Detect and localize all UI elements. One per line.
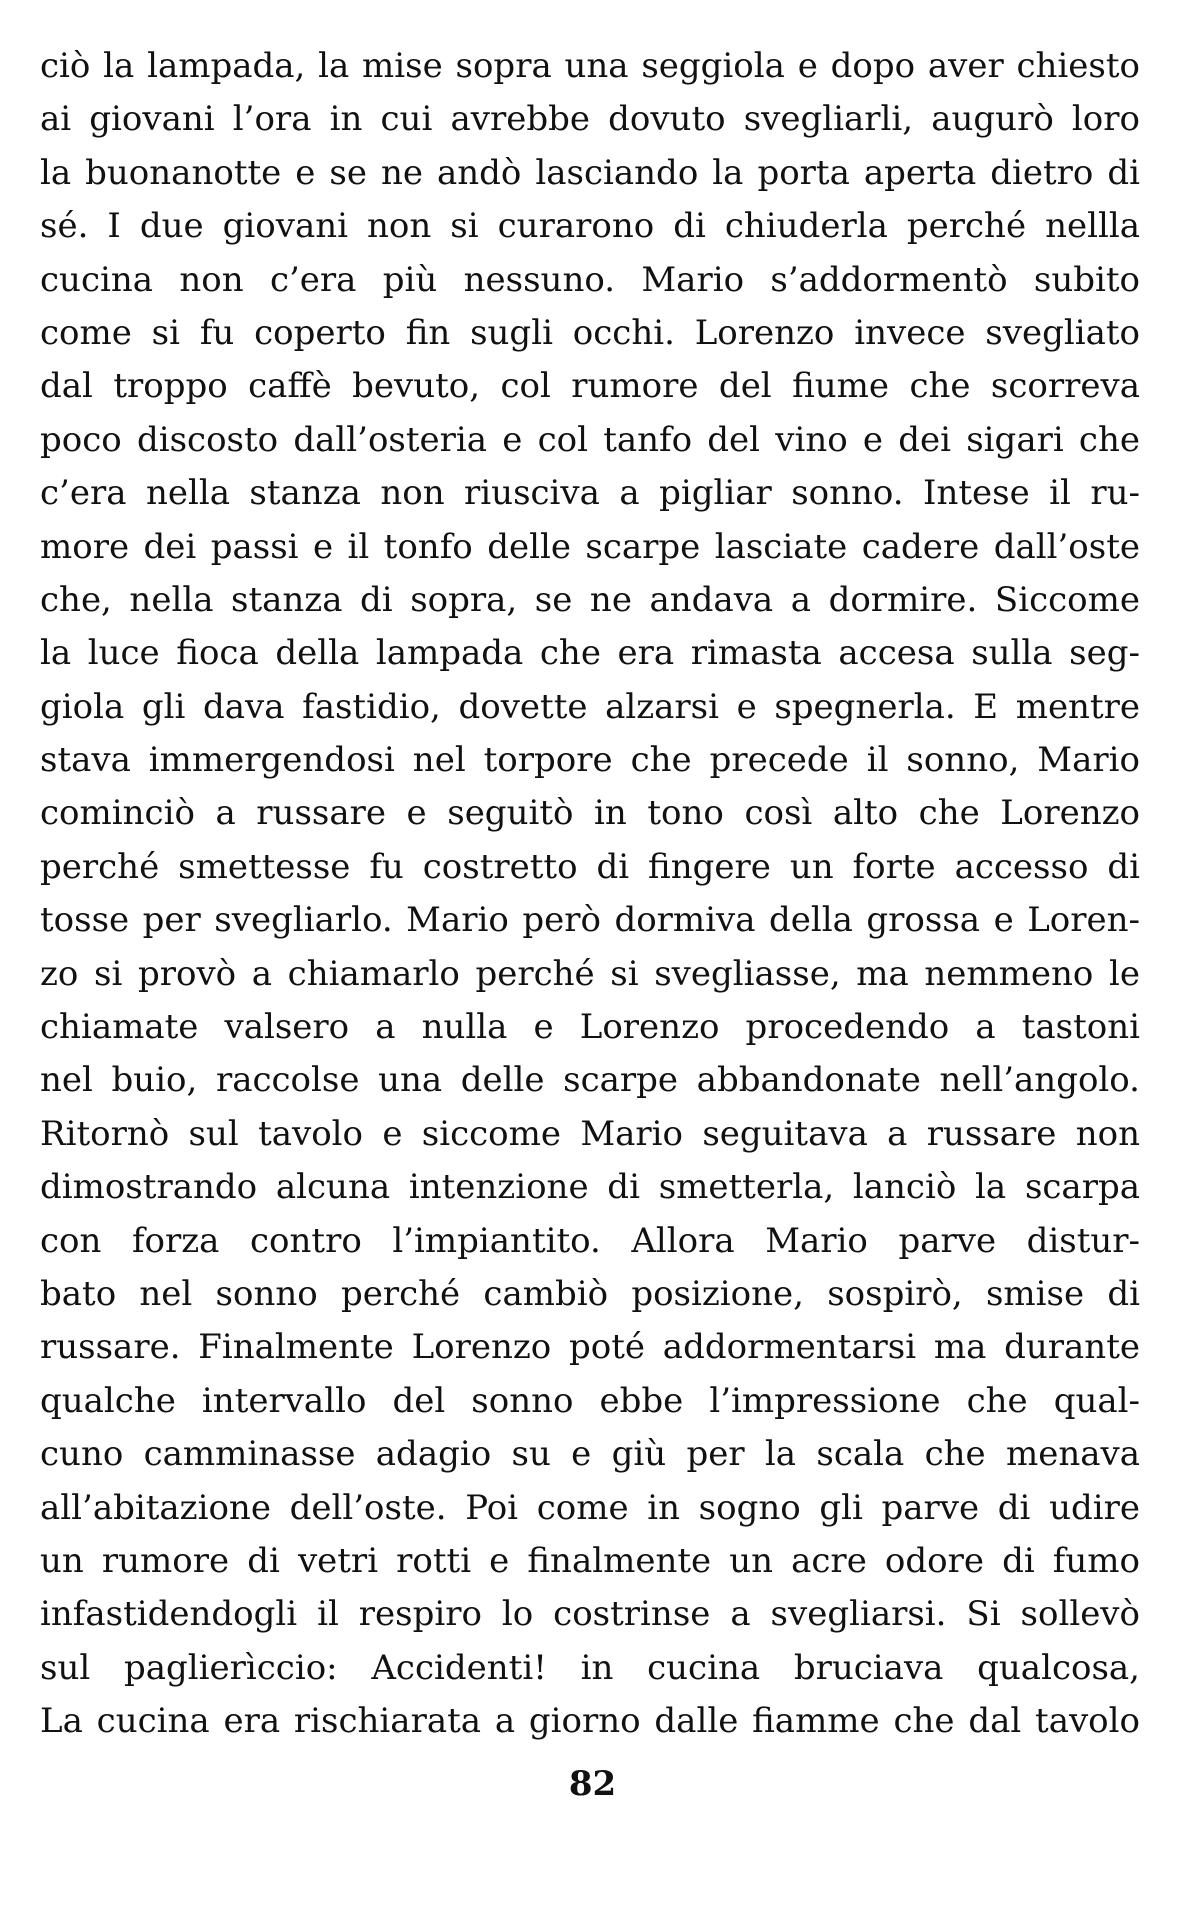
text-line: chiamate valsero a nulla e Lorenzo procedendo a tastoni	[40, 1007, 1140, 1048]
body-text	[40, 40, 1140, 1749]
text-line: sul paglierìccio: Accidenti! in cucina bruciava qualcosa,	[40, 1647, 1140, 1688]
text-line: cominciò a russare e seguitò in tono così alto che Lorenzo	[40, 793, 1140, 834]
text-line: La cucina era rischiarata a giorno dalle fiamme che dal tavolo	[40, 1701, 1140, 1742]
text-line: perché smettesse fu costretto di fingere un forte accesso di	[40, 846, 1140, 887]
text-line: cuno camminasse adagio su e giù per la scala che menava	[40, 1434, 1140, 1475]
text-line: c’era nella stanza non riusciva a pigliar sonno. Intese il ru-	[40, 473, 1140, 514]
text-line: cucina non c’era più nessuno. Mario s’addormentò subito	[40, 259, 1140, 300]
text-line: dal troppo caffè bevuto, col rumore del fiume che scorreva	[40, 366, 1140, 407]
text-line: infastidendogli il respiro lo costrinse a svegliarsi. Si sollevò	[40, 1594, 1140, 1635]
text-line: con forza contro l’impiantito. Allora Mario parve distur-	[40, 1220, 1140, 1261]
text-line: ai giovani l’ora in cui avrebbe dovuto svegliarli, augurò loro	[40, 99, 1140, 140]
text-line: come si fu coperto fin sugli occhi. Lorenzo invece svegliato	[40, 312, 1140, 353]
text-line: russare. Finalmente Lorenzo poté addormentarsi ma durante	[40, 1327, 1140, 1368]
page-number: 82	[568, 1764, 617, 1804]
text-line: la luce fioca della lampada che era rimasta accesa sulla seg-	[40, 633, 1140, 674]
text-line: qualche intervallo del sonno ebbe l’impressione che qual-	[40, 1380, 1140, 1421]
text-line: tosse per svegliarlo. Mario però dormiva della grossa e Loren-	[40, 900, 1140, 941]
text-line: che, nella stanza di sopra, se ne andava a dormire. Siccome	[40, 579, 1140, 620]
text-line: stava immergendosi nel torpore che precede il sonno, Mario	[40, 740, 1140, 781]
text-line: Ritornò sul tavolo e siccome Mario seguitava a russare non	[40, 1113, 1140, 1154]
text-line: nel buio, raccolse una delle scarpe abbandonate nell’angolo.	[40, 1060, 1140, 1101]
text-line: dimostrando alcuna intenzione di smetterla, lanciò la scarpa	[40, 1167, 1140, 1208]
text-line: ciò la lampada, la mise sopra una seggiola e dopo aver chiesto	[40, 46, 1140, 86]
text-line: bato nel sonno perché cambiò posizione, sospirò, smise di	[40, 1273, 1140, 1314]
text-line: sé. I due giovani non si curarono di chiuderla perché nellla	[40, 206, 1140, 247]
text-line: la buonanotte e se ne andò lasciando la porta aperta dietro di	[40, 152, 1140, 193]
text-line: poco discosto dall’osteria e col tanfo del vino e dei sigari che	[40, 419, 1140, 460]
text-line: un rumore di vetri rotti e finalmente un acre odore di fumo	[40, 1540, 1140, 1581]
text-line: giola gli dava fastidio, dovette alzarsi e spegnerla. E mentre	[40, 686, 1140, 727]
text-line: more dei passi e il tonfo delle scarpe lasciate cadere dall’oste	[40, 526, 1140, 567]
text-line: all’abitazione dell’oste. Poi come in sogno gli parve di udire	[40, 1487, 1140, 1528]
text-line: zo si provò a chiamarlo perché si svegliasse, ma nemmeno le	[40, 953, 1140, 994]
